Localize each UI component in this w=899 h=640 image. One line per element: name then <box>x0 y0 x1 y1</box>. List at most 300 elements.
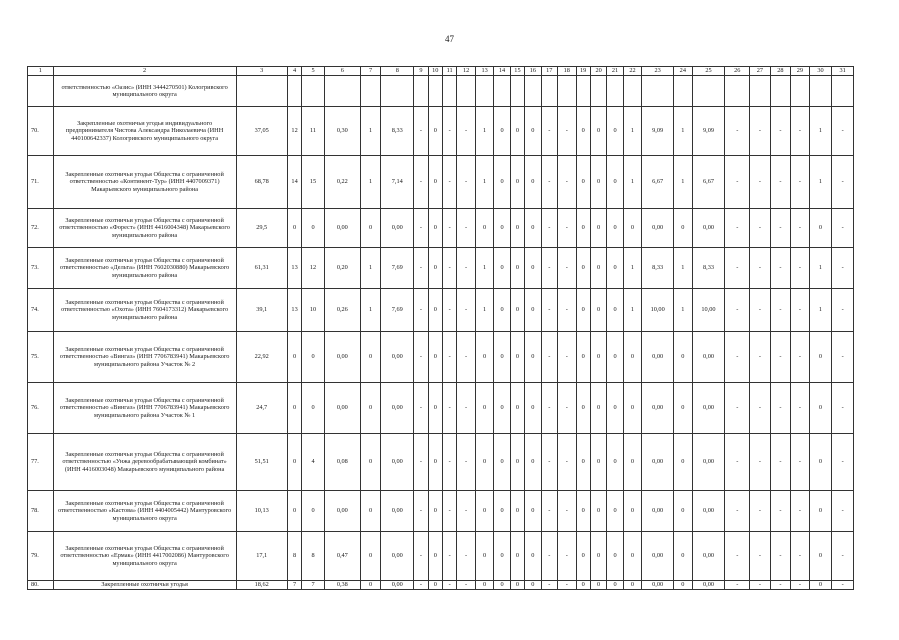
table-row <box>28 209 854 248</box>
table-cell: - <box>541 248 557 289</box>
table-cell: 10,13 <box>236 491 287 532</box>
column-header: 16 <box>525 67 541 76</box>
table-cell: 0 <box>576 532 590 581</box>
table-cell: 1 <box>475 248 493 289</box>
table-cell: - <box>791 209 809 248</box>
table-cell: 0,00 <box>642 581 674 590</box>
table-cell: 0 <box>576 434 590 491</box>
table-cell: - <box>770 209 791 248</box>
table-cell: 0 <box>525 107 541 156</box>
table-cell: 0 <box>287 434 301 491</box>
table-cell: 0 <box>510 332 524 383</box>
table-cell: - <box>832 332 854 383</box>
table-cell <box>324 76 360 107</box>
table-cell: - <box>558 532 576 581</box>
table-cell: - <box>832 289 854 332</box>
table-cell: - <box>770 383 791 434</box>
table-cell <box>642 76 674 107</box>
table-cell: 0,00 <box>642 209 674 248</box>
row-number: 76. <box>28 383 54 434</box>
table-cell: - <box>541 581 557 590</box>
table-cell: - <box>414 491 428 532</box>
table-cell: 0 <box>475 332 493 383</box>
table-cell: 0 <box>475 491 493 532</box>
table-row <box>28 289 854 332</box>
table-cell: - <box>832 156 854 209</box>
table-cell: - <box>442 383 456 434</box>
table-cell: 1 <box>623 156 641 209</box>
table-cell: - <box>457 581 475 590</box>
row-number: 77. <box>28 434 54 491</box>
table-cell: - <box>558 107 576 156</box>
row-number: 75. <box>28 332 54 383</box>
table-cell: 0 <box>607 491 623 532</box>
column-header: 8 <box>381 67 414 76</box>
table-cell: 8,33 <box>642 248 674 289</box>
table-cell: - <box>750 532 771 581</box>
table-cell: 1 <box>475 156 493 209</box>
table-cell: 0,00 <box>642 434 674 491</box>
table-cell: 8,33 <box>692 248 725 289</box>
table-cell: - <box>457 248 475 289</box>
table-cell: 0,00 <box>324 209 360 248</box>
table-cell: 0,00 <box>692 532 725 581</box>
table-cell: - <box>750 289 771 332</box>
table-cell: - <box>558 581 576 590</box>
row-name: Закрепленные охотничьи угодья Общества с ограниченной ответственностью «Унжа деревообрабатывающий комбинат» (ИНН 4416003048) Макарьевского муниципального района <box>53 434 236 491</box>
table-cell: - <box>791 491 809 532</box>
table-cell: 0 <box>590 581 606 590</box>
table-cell: - <box>442 581 456 590</box>
table-cell: 0,00 <box>642 532 674 581</box>
table-row <box>28 76 854 107</box>
table-cell: - <box>770 491 791 532</box>
table-cell: - <box>541 209 557 248</box>
row-name: Закрепленные охотничьи угодья Общества с ограниченной ответственностью «Кастова» (ИНН 4404005442) Мантуровского муниципального округа <box>53 491 236 532</box>
table-cell: 0 <box>607 107 623 156</box>
table-cell: 0 <box>623 383 641 434</box>
table-cell: 0,00 <box>692 491 725 532</box>
table-cell <box>475 76 493 107</box>
table-cell: 0,00 <box>692 581 725 590</box>
table-cell: - <box>750 209 771 248</box>
table-cell: 0 <box>428 434 442 491</box>
table-cell: - <box>770 532 791 581</box>
table-cell <box>525 76 541 107</box>
table-cell: 0 <box>494 156 510 209</box>
table-cell: 0 <box>360 434 381 491</box>
table-cell: - <box>457 434 475 491</box>
table-cell: 0,00 <box>381 332 414 383</box>
table-cell: 0 <box>623 532 641 581</box>
table-cell: 0 <box>674 332 692 383</box>
table-cell: - <box>442 332 456 383</box>
table-cell: - <box>442 209 456 248</box>
table-cell: 37,05 <box>236 107 287 156</box>
table-cell: 0 <box>607 248 623 289</box>
table-cell: 7,69 <box>381 289 414 332</box>
table-cell <box>428 76 442 107</box>
table-cell: 0,00 <box>692 434 725 491</box>
table-cell: 0 <box>428 209 442 248</box>
table-cell: 1 <box>674 248 692 289</box>
table-row <box>28 434 854 491</box>
table-cell: 61,31 <box>236 248 287 289</box>
table-cell: 15 <box>302 156 325 209</box>
table-cell: 0 <box>494 248 510 289</box>
column-header: 20 <box>590 67 606 76</box>
table-cell: 0 <box>674 383 692 434</box>
table-cell: 12 <box>302 248 325 289</box>
table-cell: - <box>442 532 456 581</box>
table-cell: 0,00 <box>381 532 414 581</box>
table-cell: 1 <box>360 248 381 289</box>
table-row <box>28 332 854 383</box>
table-cell: 10,00 <box>642 289 674 332</box>
table-cell: - <box>750 383 771 434</box>
table-cell: - <box>725 491 750 532</box>
table-cell <box>381 76 414 107</box>
column-header: 10 <box>428 67 442 76</box>
column-header: 24 <box>674 67 692 76</box>
row-number: 79. <box>28 532 54 581</box>
table-cell: 0 <box>607 383 623 434</box>
table-cell: 10,00 <box>692 289 725 332</box>
table-cell: 1 <box>475 107 493 156</box>
table-cell: - <box>541 434 557 491</box>
table-cell: - <box>832 248 854 289</box>
table-cell: 0 <box>674 434 692 491</box>
row-name: Закрепленные охотничьи угодья Общества с ограниченной ответственностью «Форест» (ИНН 4416004348) Макарьевского муниципального района <box>53 209 236 248</box>
table-cell: - <box>750 332 771 383</box>
table-cell <box>692 76 725 107</box>
table-cell: 0 <box>674 491 692 532</box>
table-cell: - <box>442 289 456 332</box>
table-cell: 0 <box>590 248 606 289</box>
table-cell: 0 <box>510 289 524 332</box>
table-cell: 0 <box>525 248 541 289</box>
table-cell: 0 <box>360 209 381 248</box>
table-cell: 8 <box>302 532 325 581</box>
table-cell: 0 <box>428 248 442 289</box>
column-header: 11 <box>442 67 456 76</box>
table-cell: - <box>541 107 557 156</box>
row-name: Закрепленные охотничьи угодья Общества с ограниченной ответственностью «Ермак» (ИНН 4417002086) Мантуровского муниципального округа <box>53 532 236 581</box>
table-cell: - <box>414 383 428 434</box>
table-cell: 0,00 <box>642 332 674 383</box>
table-cell: 0 <box>590 532 606 581</box>
table-cell: 39,1 <box>236 289 287 332</box>
column-header: 31 <box>832 67 854 76</box>
table-cell: 0 <box>494 332 510 383</box>
row-number: 71. <box>28 156 54 209</box>
table-cell: 1 <box>809 248 832 289</box>
table-row <box>28 491 854 532</box>
table-header-row <box>28 67 854 76</box>
row-name: Закрепленные охотничьи угодья Общества с ограниченной ответственностью «Вингаз» (ИНН 7706783941) Макарьевского муниципального района Участок № 2 <box>53 332 236 383</box>
table-cell: 0 <box>302 383 325 434</box>
table-cell: 0 <box>428 107 442 156</box>
table-cell: - <box>725 532 750 581</box>
table-cell: 0 <box>475 383 493 434</box>
table-cell <box>791 76 809 107</box>
table-cell: 1 <box>674 289 692 332</box>
table-cell: - <box>770 156 791 209</box>
table-cell: - <box>541 491 557 532</box>
table-cell: 0 <box>607 434 623 491</box>
column-header: 21 <box>607 67 623 76</box>
table-cell: 0 <box>494 383 510 434</box>
table-cell: 0 <box>525 289 541 332</box>
table-cell: 0 <box>510 209 524 248</box>
table-cell <box>457 76 475 107</box>
table-cell: - <box>457 107 475 156</box>
table-cell: 0 <box>360 491 381 532</box>
table-cell: 0 <box>510 383 524 434</box>
table-cell: - <box>791 434 809 491</box>
table-cell: - <box>750 434 771 491</box>
table-cell <box>832 76 854 107</box>
table-cell: 0 <box>809 581 832 590</box>
table-cell: 0 <box>475 581 493 590</box>
table-cell: - <box>750 491 771 532</box>
table-cell: - <box>791 383 809 434</box>
table-cell: 0 <box>287 209 301 248</box>
table-cell <box>510 76 524 107</box>
table-cell: - <box>558 491 576 532</box>
table-cell: 0 <box>287 332 301 383</box>
table-cell: 0 <box>525 156 541 209</box>
table-cell: - <box>725 434 750 491</box>
table-cell: 22,92 <box>236 332 287 383</box>
table-cell: 0 <box>525 209 541 248</box>
table-cell: 0 <box>360 532 381 581</box>
table-cell: 8,33 <box>381 107 414 156</box>
table-cell: 7,69 <box>381 248 414 289</box>
table-cell: 0,08 <box>324 434 360 491</box>
table-cell: 0,00 <box>692 209 725 248</box>
table-cell: 13 <box>287 248 301 289</box>
table-cell: - <box>457 156 475 209</box>
table-cell: 7 <box>302 581 325 590</box>
table-cell: 0 <box>623 491 641 532</box>
table-cell: 1 <box>809 107 832 156</box>
column-header: 2 <box>53 67 236 76</box>
table-cell: - <box>832 491 854 532</box>
table-cell: 0 <box>302 332 325 383</box>
table-cell: 0 <box>510 156 524 209</box>
table-cell: 0 <box>590 491 606 532</box>
table-cell: 0 <box>576 209 590 248</box>
table-cell: 0,00 <box>692 383 725 434</box>
table-cell: 1 <box>623 289 641 332</box>
table-cell: - <box>457 383 475 434</box>
table-cell: 0,00 <box>692 332 725 383</box>
column-header: 13 <box>475 67 493 76</box>
row-name: ответственностью «Оазис» (ИНН 3444270501) Кологривского муниципального округа <box>53 76 236 107</box>
column-header: 27 <box>750 67 771 76</box>
table-cell: - <box>414 289 428 332</box>
table-cell: 0 <box>576 383 590 434</box>
table-cell: 0,00 <box>324 383 360 434</box>
table-cell: 0 <box>809 532 832 581</box>
table-cell: - <box>414 248 428 289</box>
row-name: Закрепленные охотничьи угодья <box>53 581 236 590</box>
column-header: 1 <box>28 67 54 76</box>
table-cell: 0 <box>607 532 623 581</box>
table-cell <box>414 76 428 107</box>
table-cell: 24,7 <box>236 383 287 434</box>
row-number: 80. <box>28 581 54 590</box>
table-cell: 68,78 <box>236 156 287 209</box>
table-cell: 0 <box>623 581 641 590</box>
table-cell: 0 <box>494 289 510 332</box>
column-header: 23 <box>642 67 674 76</box>
table-cell: 10 <box>302 289 325 332</box>
table-cell: 7,14 <box>381 156 414 209</box>
table-cell: 0,00 <box>642 491 674 532</box>
table-cell: 0 <box>287 491 301 532</box>
table-cell: - <box>791 248 809 289</box>
table-cell: - <box>770 581 791 590</box>
table-cell: 0 <box>302 209 325 248</box>
table-cell: 0 <box>475 209 493 248</box>
table-cell: 0 <box>590 156 606 209</box>
column-header: 5 <box>302 67 325 76</box>
table-cell: 0 <box>590 434 606 491</box>
table-cell: 0 <box>809 332 832 383</box>
table-cell: - <box>832 107 854 156</box>
table-cell: 0 <box>576 156 590 209</box>
table-cell <box>360 76 381 107</box>
table-cell: - <box>442 156 456 209</box>
table-cell: 0 <box>623 332 641 383</box>
table-cell: - <box>541 156 557 209</box>
table-cell: 9,09 <box>692 107 725 156</box>
column-header: 30 <box>809 67 832 76</box>
table-cell: 0 <box>494 209 510 248</box>
row-number: 73. <box>28 248 54 289</box>
table-cell <box>558 76 576 107</box>
table-cell: 0 <box>674 532 692 581</box>
table-cell: 7 <box>287 581 301 590</box>
row-name: Закрепленные охотничьи угодья Общества с ограниченной ответственностью «Вингаз» (ИНН 7706783941) Макарьевского муниципального района Участок № 1 <box>53 383 236 434</box>
table-cell: - <box>457 209 475 248</box>
table-cell: 0,20 <box>324 248 360 289</box>
table-cell: 0 <box>809 434 832 491</box>
table-cell: 0,00 <box>324 491 360 532</box>
table-cell: 0 <box>576 332 590 383</box>
table-cell: 18,62 <box>236 581 287 590</box>
table-cell <box>770 76 791 107</box>
table-cell: - <box>414 532 428 581</box>
table-cell: 0 <box>494 107 510 156</box>
table-cell: 0 <box>360 383 381 434</box>
table-cell: 51,51 <box>236 434 287 491</box>
row-name: Закрепленные охотничьи угодья Общества с ограниченной ответственностью «Континент-Тур» (ИНН 4407009371) Макарьевского муниципального района <box>53 156 236 209</box>
table-cell: - <box>770 248 791 289</box>
table-cell: - <box>442 491 456 532</box>
row-name: Закрепленные охотничьи угодья Общества с ограниченной ответственностью «Охота» (ИНН 7604173312) Макарьевского муниципального района <box>53 289 236 332</box>
table-cell: 0 <box>590 209 606 248</box>
table-cell: - <box>791 156 809 209</box>
table-cell: - <box>725 209 750 248</box>
table-cell: 0 <box>576 248 590 289</box>
table-cell: - <box>770 107 791 156</box>
column-header: 17 <box>541 67 557 76</box>
table-cell: 0 <box>607 209 623 248</box>
table-cell <box>607 76 623 107</box>
table-cell: - <box>725 581 750 590</box>
column-header: 22 <box>623 67 641 76</box>
table-cell: 0 <box>428 332 442 383</box>
table-cell: - <box>414 332 428 383</box>
table-cell: 0,22 <box>324 156 360 209</box>
table-cell: - <box>791 532 809 581</box>
table-cell: - <box>791 289 809 332</box>
row-name: Закрепленные охотничьи угодья индивидуального предпринимателя Чистова Александра Николаевича (ИНН 440100642337) Кологривского муниципального округа <box>53 107 236 156</box>
table-cell: 0,00 <box>381 209 414 248</box>
table-cell: 0,00 <box>381 491 414 532</box>
table-cell: - <box>558 383 576 434</box>
table-cell: 1 <box>809 289 832 332</box>
table-cell: 0 <box>475 532 493 581</box>
table-row <box>28 581 854 590</box>
table-cell: 0 <box>590 289 606 332</box>
table-cell: 0 <box>360 332 381 383</box>
table-cell: 0 <box>576 289 590 332</box>
table-cell: 0 <box>494 434 510 491</box>
table-cell: 0 <box>674 209 692 248</box>
table-cell <box>590 76 606 107</box>
table-cell: - <box>558 248 576 289</box>
table-cell: - <box>770 289 791 332</box>
table-cell: 0 <box>428 491 442 532</box>
table-cell: 0 <box>607 156 623 209</box>
table-cell: 13 <box>287 289 301 332</box>
table-cell: 0 <box>576 581 590 590</box>
table-cell: - <box>541 383 557 434</box>
table-cell: 0,00 <box>381 581 414 590</box>
table-cell: - <box>832 383 854 434</box>
column-header: 4 <box>287 67 301 76</box>
column-header: 14 <box>494 67 510 76</box>
table-cell: - <box>770 332 791 383</box>
table-cell: 0 <box>809 383 832 434</box>
table-cell: - <box>457 532 475 581</box>
table-cell: 0 <box>525 532 541 581</box>
table-cell: - <box>558 332 576 383</box>
table-cell: - <box>414 209 428 248</box>
table-cell: 0 <box>590 107 606 156</box>
table-cell: 8 <box>287 532 301 581</box>
table-cell: 0 <box>494 581 510 590</box>
table-cell <box>725 76 750 107</box>
table-cell <box>287 76 301 107</box>
table-cell: - <box>725 332 750 383</box>
table-cell: - <box>414 434 428 491</box>
table-cell: - <box>414 156 428 209</box>
table-cell: 0 <box>576 491 590 532</box>
column-header: 25 <box>692 67 725 76</box>
table-cell <box>442 76 456 107</box>
table-cell <box>576 76 590 107</box>
table-cell: - <box>558 434 576 491</box>
table-cell: - <box>750 107 771 156</box>
column-header: 26 <box>725 67 750 76</box>
table-cell: 6,67 <box>642 156 674 209</box>
table-cell: 0,00 <box>381 383 414 434</box>
